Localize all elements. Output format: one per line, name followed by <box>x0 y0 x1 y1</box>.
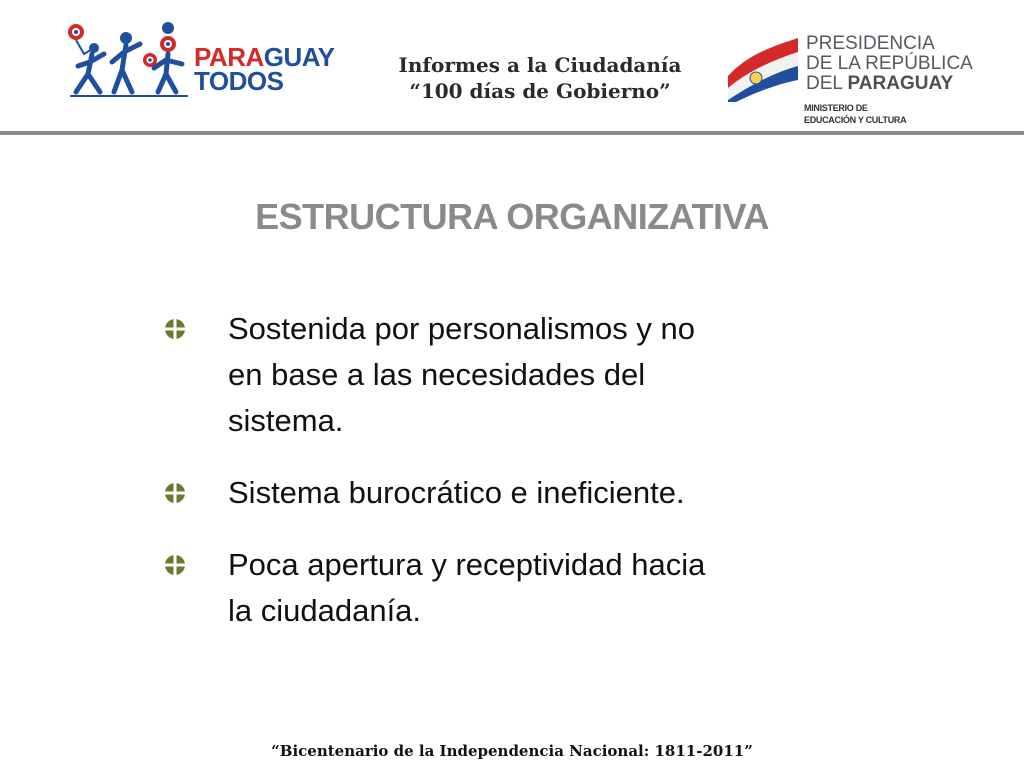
bullet-icon <box>164 318 186 340</box>
bullet-text: Sostenida por personalismos y no en base a las necesidades del sistema. <box>228 311 695 438</box>
bullet-item <box>160 542 760 634</box>
presidencia-line2: DE LA REPÚBLICA <box>806 53 973 74</box>
brand-word-para: PARA <box>194 42 264 72</box>
bullet-item <box>160 306 760 444</box>
header-caption <box>360 52 720 104</box>
header-caption-line1: Informes a la Ciudadanía <box>398 53 682 77</box>
bullet-item <box>160 470 760 516</box>
slide-title: ESTRUCTURA ORGANIZATIVA <box>255 196 769 237</box>
brand-word-todos: TODOS <box>194 66 284 96</box>
slide-header <box>0 0 1024 138</box>
bullet-icon <box>164 482 186 504</box>
brand-wordmark <box>194 44 334 94</box>
presidencia-line1: PRESIDENCIA <box>806 33 935 54</box>
bullet-text: Sistema burocrático e ineficiente. <box>228 475 685 510</box>
bullet-icon <box>164 554 186 576</box>
paraguay-todos-logo <box>64 18 349 100</box>
presidencia-logo <box>722 28 1012 134</box>
presidencia-text <box>806 34 973 94</box>
header-divider <box>0 131 1024 135</box>
people-figures-icon <box>64 18 194 100</box>
ministry-line1: MINISTERIO DE <box>804 103 868 113</box>
paraguay-flag-icon <box>722 28 802 102</box>
bullet-list <box>160 306 760 634</box>
bullet-text: Poca apertura y receptividad hacia la ciudadanía. <box>228 547 706 628</box>
ministry-line2: EDUCACIÓN Y CULTURA <box>804 115 907 125</box>
presidencia-line3-bold: PARAGUAY <box>847 73 954 94</box>
ministry-text <box>804 102 906 126</box>
brand-word-guay: GUAY <box>263 42 335 72</box>
presidencia-line3 <box>806 74 973 94</box>
header-caption-line2: “100 días de Gobierno” <box>409 79 671 103</box>
slide-footer: “Bicentenario de la Independencia Nacional: 1811-2011” <box>271 742 753 760</box>
presidencia-line3-prefix: DEL <box>806 73 848 94</box>
